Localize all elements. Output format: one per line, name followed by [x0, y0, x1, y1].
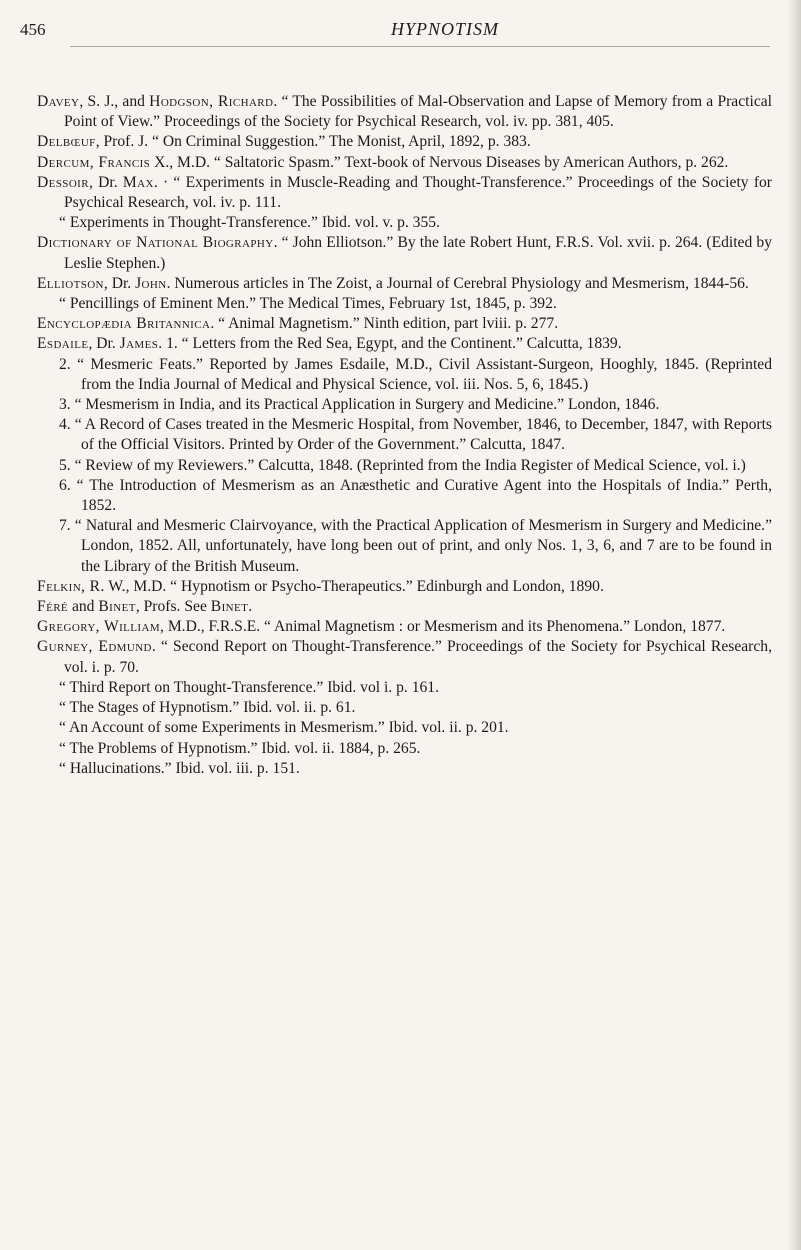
author-name: Binet	[98, 598, 136, 616]
entry-text: , February 1st, 1845, p. 392.	[380, 295, 557, 313]
publication-title: Ibid.	[243, 699, 273, 717]
bibliography-subentry	[37, 739, 772, 759]
bibliography-entry	[37, 233, 772, 273]
author-name: John	[135, 274, 167, 292]
author-name: James	[119, 335, 159, 353]
publication-title: Proceedings of the Society for Psychical Research	[64, 173, 773, 212]
author-name: Binet	[210, 598, 249, 616]
entry-text: vol. v. p. 355.	[350, 214, 440, 232]
publication-title: See	[184, 598, 207, 616]
author-name: Elliotson	[37, 274, 104, 292]
bibliography-entry	[37, 153, 772, 173]
bibliography-entry	[37, 597, 772, 617]
author-name: Dessoir	[37, 173, 89, 191]
entry-text: X., M.D. “ Saltatoric Spasm.”	[150, 153, 345, 171]
entry-text: , April, 1892, p. 383.	[401, 133, 531, 151]
entry-text: W., M.D. “ Hypnotism or Psycho-Therapeutics.” Edinburgh and London, 1890.	[104, 577, 604, 595]
bibliography-subentry	[37, 476, 772, 516]
bibliography-entry	[37, 617, 772, 637]
author-name: Davey	[37, 93, 80, 110]
author-name: Dercum, Francis	[37, 153, 151, 171]
bibliography-subentry	[37, 456, 772, 476]
author-name: Gregory, William	[37, 618, 161, 636]
bibliography-subentry	[37, 355, 772, 395]
running-title: HYPNOTISM	[391, 19, 500, 39]
author-name: Gurney, Edmund	[37, 638, 152, 656]
author-name: Hodgson, Richard	[149, 93, 274, 110]
entry-text: , vol. i. p. 70.	[64, 638, 772, 676]
entry-text: , Dr.	[103, 274, 136, 292]
entry-text: 4. “ A Record of Cases treated in the Mesmeric Hospital, from November, 1846, to December, 1847, with Reports of the Official Visitors. Printed by Order of the Government.” Calcutta, 1847.	[59, 416, 772, 454]
entry-text: 3. “ Mesmerism in India, and its Practical Application in Surgery and Medicine.” London, 1846.	[59, 396, 660, 414]
page-edge-shadow	[787, 0, 801, 1250]
header-rule	[70, 46, 770, 47]
bibliography-subentry	[37, 698, 772, 718]
author-name: Esdaile	[37, 335, 89, 353]
entry-text: “ The Problems of Hypnotism.”	[59, 739, 262, 757]
bibliography-subentry	[37, 294, 772, 314]
entry-text: .	[248, 598, 253, 616]
bibliography-subentry	[37, 213, 772, 233]
entry-text: 5. “ Review of my Reviewers.” Calcutta, 1848. (Reprinted from the	[59, 456, 485, 474]
page-header	[20, 14, 790, 44]
entry-text: “ Third Report on Thought-Transference.”	[59, 678, 328, 696]
bibliography-list	[37, 92, 772, 779]
bibliography-subentry	[37, 415, 772, 455]
entry-text: 2. “ Mesmeric Feats.” Reported by James Esdaile, M.D., Civil Assistant-Surgeon, Hooghly, 1845. (Reprinted from the	[59, 355, 772, 393]
author-name: Dictionary of National Biography	[37, 234, 274, 252]
bibliography-entry	[37, 637, 772, 677]
author-name: Felkin, R.	[37, 577, 105, 595]
publication-title: Ibid.	[175, 759, 205, 777]
entry-text: . 1. “ Letters from the Red Sea, Egypt, and the Continent.” Calcutta, 1839.	[158, 335, 622, 353]
bibliography-entry	[37, 274, 772, 294]
entry-text: , M.D., F.R.S.E. “ Animal Magnetism : or Mesmerism and its Phenomena.” London, 1877.	[160, 618, 726, 636]
author-name: Encyclopædia Britannica	[37, 315, 211, 333]
entry-text: , vol. i.)	[696, 456, 746, 474]
publication-title: Proceedings of the Society for Psychical Research	[163, 113, 478, 131]
entry-text: “ The Stages of Hypnotism.”	[59, 699, 244, 717]
bibliography-entry	[37, 314, 772, 334]
entry-text: . · “ Experiments in Muscle-Reading and Thought-Transference.”	[153, 173, 578, 191]
publication-title: Ibid.	[321, 214, 351, 232]
entry-text: “ An Account of some Experiments in Mesmerism.”	[59, 719, 389, 737]
entry-text: , Prof. J. “ On Criminal Suggestion.”	[95, 133, 329, 151]
entry-text: “ Pencillings of Eminent Men.”	[59, 295, 260, 313]
entry-text: . “ John Elliotson.” By the late Robert Hunt, F.R.S. Vol. xvii. p. 264. (Edited by Leslie Stephen.)	[64, 234, 772, 272]
bibliography-subentry	[37, 678, 772, 698]
entry-text: . “ Second Report on Thought-Transference.”	[151, 638, 447, 656]
entry-text: “ Experiments in Thought-Transference.”	[59, 214, 322, 232]
publication-title: Proceedings of the Society for Psychical Research	[447, 638, 769, 656]
entry-text: and	[68, 598, 99, 616]
bibliography-entry	[37, 173, 772, 213]
bibliography-entry	[37, 92, 772, 132]
entry-text: vol. iii. p. 151.	[204, 759, 300, 777]
author-name: Max	[122, 173, 154, 191]
entry-text: vol i. p. 161.	[356, 678, 439, 696]
publication-title: The Monist	[328, 133, 402, 151]
publication-title: India Register of Medical Science	[484, 456, 697, 474]
bibliography-entry	[37, 577, 772, 597]
bibliography-entry	[37, 334, 772, 354]
entry-text: 7. “ Natural and Mesmeric Clairvoyance, with the Practical Application of Mesmerism in Surgery and Medicine.” London, 1852. All, unfortunately, have long been out of print, and only Nos. 1, 3, 6, and 7 are to be found in the Library of the British Museum.	[59, 517, 772, 575]
publication-title: The Medical Times	[259, 295, 381, 313]
bibliography-subentry	[37, 395, 772, 415]
page-number: 456	[20, 20, 46, 39]
entry-text: . Numerous articles in	[166, 274, 308, 292]
entry-text: , a Journal of Cerebral Physiology and Mesmerism, 1844-56.	[368, 274, 749, 292]
publication-title: Ibid.	[261, 739, 291, 757]
entry-text: . “ The Possibilities of Mal-Observation and Lapse of Memory from a Practical Point of View.”	[64, 93, 772, 131]
author-name: Delbœuf	[37, 133, 96, 151]
entry-text: , S. J., and	[79, 93, 150, 110]
bibliography-subentry	[37, 516, 772, 577]
entry-text: , Profs.	[135, 598, 185, 616]
publication-title: The Zoist	[307, 274, 369, 292]
bibliography-entry	[37, 132, 772, 152]
entry-text: , p. 262.	[677, 153, 729, 171]
entry-text: , Dr.	[88, 335, 120, 353]
entry-text: . “ Animal Magnetism.” Ninth edition, part lviii. p. 277.	[210, 315, 559, 333]
entry-text: “ Hallucinations.”	[59, 759, 176, 777]
bibliography-subentry	[37, 718, 772, 738]
publication-title: Ibid.	[388, 719, 418, 737]
entry-text: 6. “ The Introduction of Mesmerism as an Anæsthetic and Curative Agent into the Hospitals of India.” Perth, 1852.	[59, 476, 772, 515]
entry-text: , vol. iv. p. 111.	[184, 194, 281, 212]
publication-title: India Journal of Medical and Physical Science	[138, 375, 428, 393]
author-name: Féré	[37, 598, 69, 616]
entry-text: , vol. iii. Nos. 5, 6, 1845.)	[427, 375, 589, 393]
publication-title: Ibid.	[327, 678, 357, 696]
entry-text: , Dr.	[88, 173, 123, 191]
bibliography-subentry	[37, 759, 772, 779]
entry-text: vol. ii. p. 201.	[417, 719, 509, 737]
entry-text: vol. ii. 1884, p. 265.	[290, 739, 421, 757]
publication-title: Text-book of Nervous Diseases by American Authors	[344, 153, 678, 171]
entry-text: vol. ii. p. 61.	[272, 699, 356, 717]
entry-text: , vol. iv. pp. 381, 405.	[477, 113, 614, 131]
